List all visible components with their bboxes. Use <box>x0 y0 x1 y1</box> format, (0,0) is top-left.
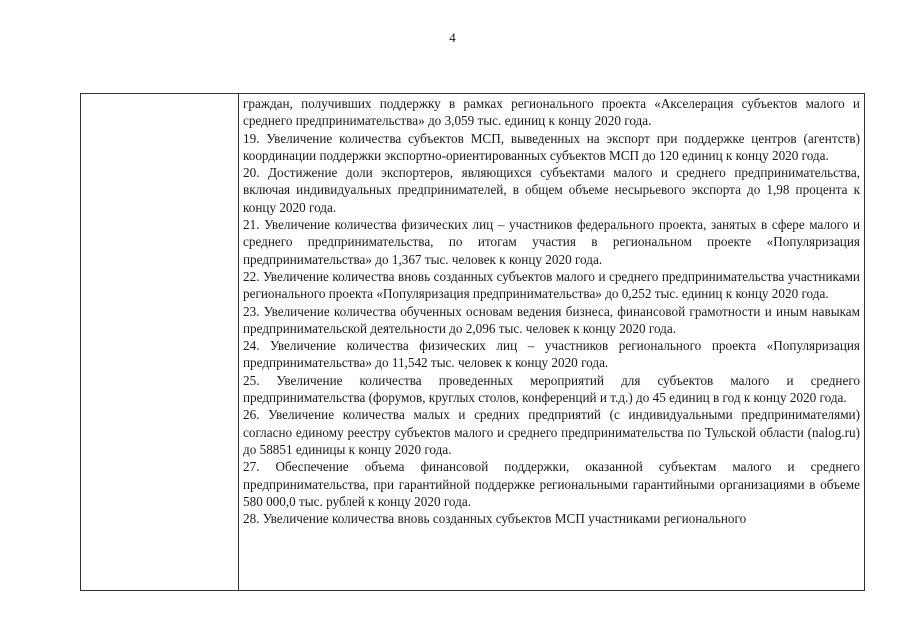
paragraph-continuation: граждан, получивших поддержку в рамках регионального проекта «Акселерация субъектов малого и среднего предпринимательства» до 3,059 тыс. единиц к концу 2020 года. <box>243 96 860 129</box>
paragraph-item-25: 25. Увеличение количества проведенных мероприятий для субъектов малого и среднего предпринимательства (форумов, круглых столов, конференций и т.д.) до 45 единиц в год к концу 2020 года. <box>243 372 860 406</box>
paragraph-item-21: 21. Увеличение количества физических лиц – участников федерального проекта, занятых в сфере малого и среднего предпринимательства, по итогам участия в региональном проекте «Популяризация предпринимательства» до 1,367 тыс. человек к концу 2020 года. <box>243 217 860 267</box>
content-table <box>80 93 865 591</box>
paragraph-item-23: 23. Увеличение количества обученных основам ведения бизнеса, финансовой грамотности и иным навыкам предпринимательской деятельности до 2,096 тыс. человек к концу 2020 года. <box>243 303 860 336</box>
paragraph-item-27: 27. Обеспечение объема финансовой поддержки, оказанной субъектам малого и среднего предпринимательства, при гарантийной поддержке региональными гарантийными организациями в объеме 580 000,0 тыс. рублей к концу 2020 года. <box>243 459 860 509</box>
table-cell-right <box>239 94 865 591</box>
paragraph-item-26: 26. Увеличение количества малых и средних предприятий (с индивидуальными предпринимателями) согласно единому реестру субъектов малого и среднего предпринимательства по Тульской области (nalog.ru) до 58851 единицы к концу 2020 года. <box>243 407 860 457</box>
paragraph-item-20: 20. Достижение доли экспортеров, являющихся субъектами малого и среднего предпринимательства, включая индивидуальных предпринимателей, в общем объеме несырьевого экспорта до 1,98 процента к концу 2020 года. <box>243 165 860 215</box>
paragraph-item-22: 22. Увеличение количества вновь созданных субъектов малого и среднего предпринимательства участниками регионального проекта «Популяризация предпринимательства» до 0,252 тыс. единиц к концу 2020 года. <box>243 268 860 302</box>
table-cell-left <box>81 94 239 591</box>
cell-text <box>239 94 864 590</box>
table-row <box>81 94 865 591</box>
paragraph-item-19: 19. Увеличение количества субъектов МСП, выведенных на экспорт при поддержке центров (агентств) координации поддержки экспортно-ориентированных субъектов МСП до 120 единиц к концу 2020 года. <box>243 130 860 163</box>
page-number: 4 <box>449 30 456 45</box>
paragraph-item-28: 28. Увеличение количества вновь созданных субъектов МСП участниками регионального <box>243 511 747 527</box>
paragraph-item-24: 24. Увеличение количества физических лиц – участников регионального проекта «Популяризация предпринимательства» до 11,542 тыс. человек к концу 2020 года. <box>243 338 860 371</box>
